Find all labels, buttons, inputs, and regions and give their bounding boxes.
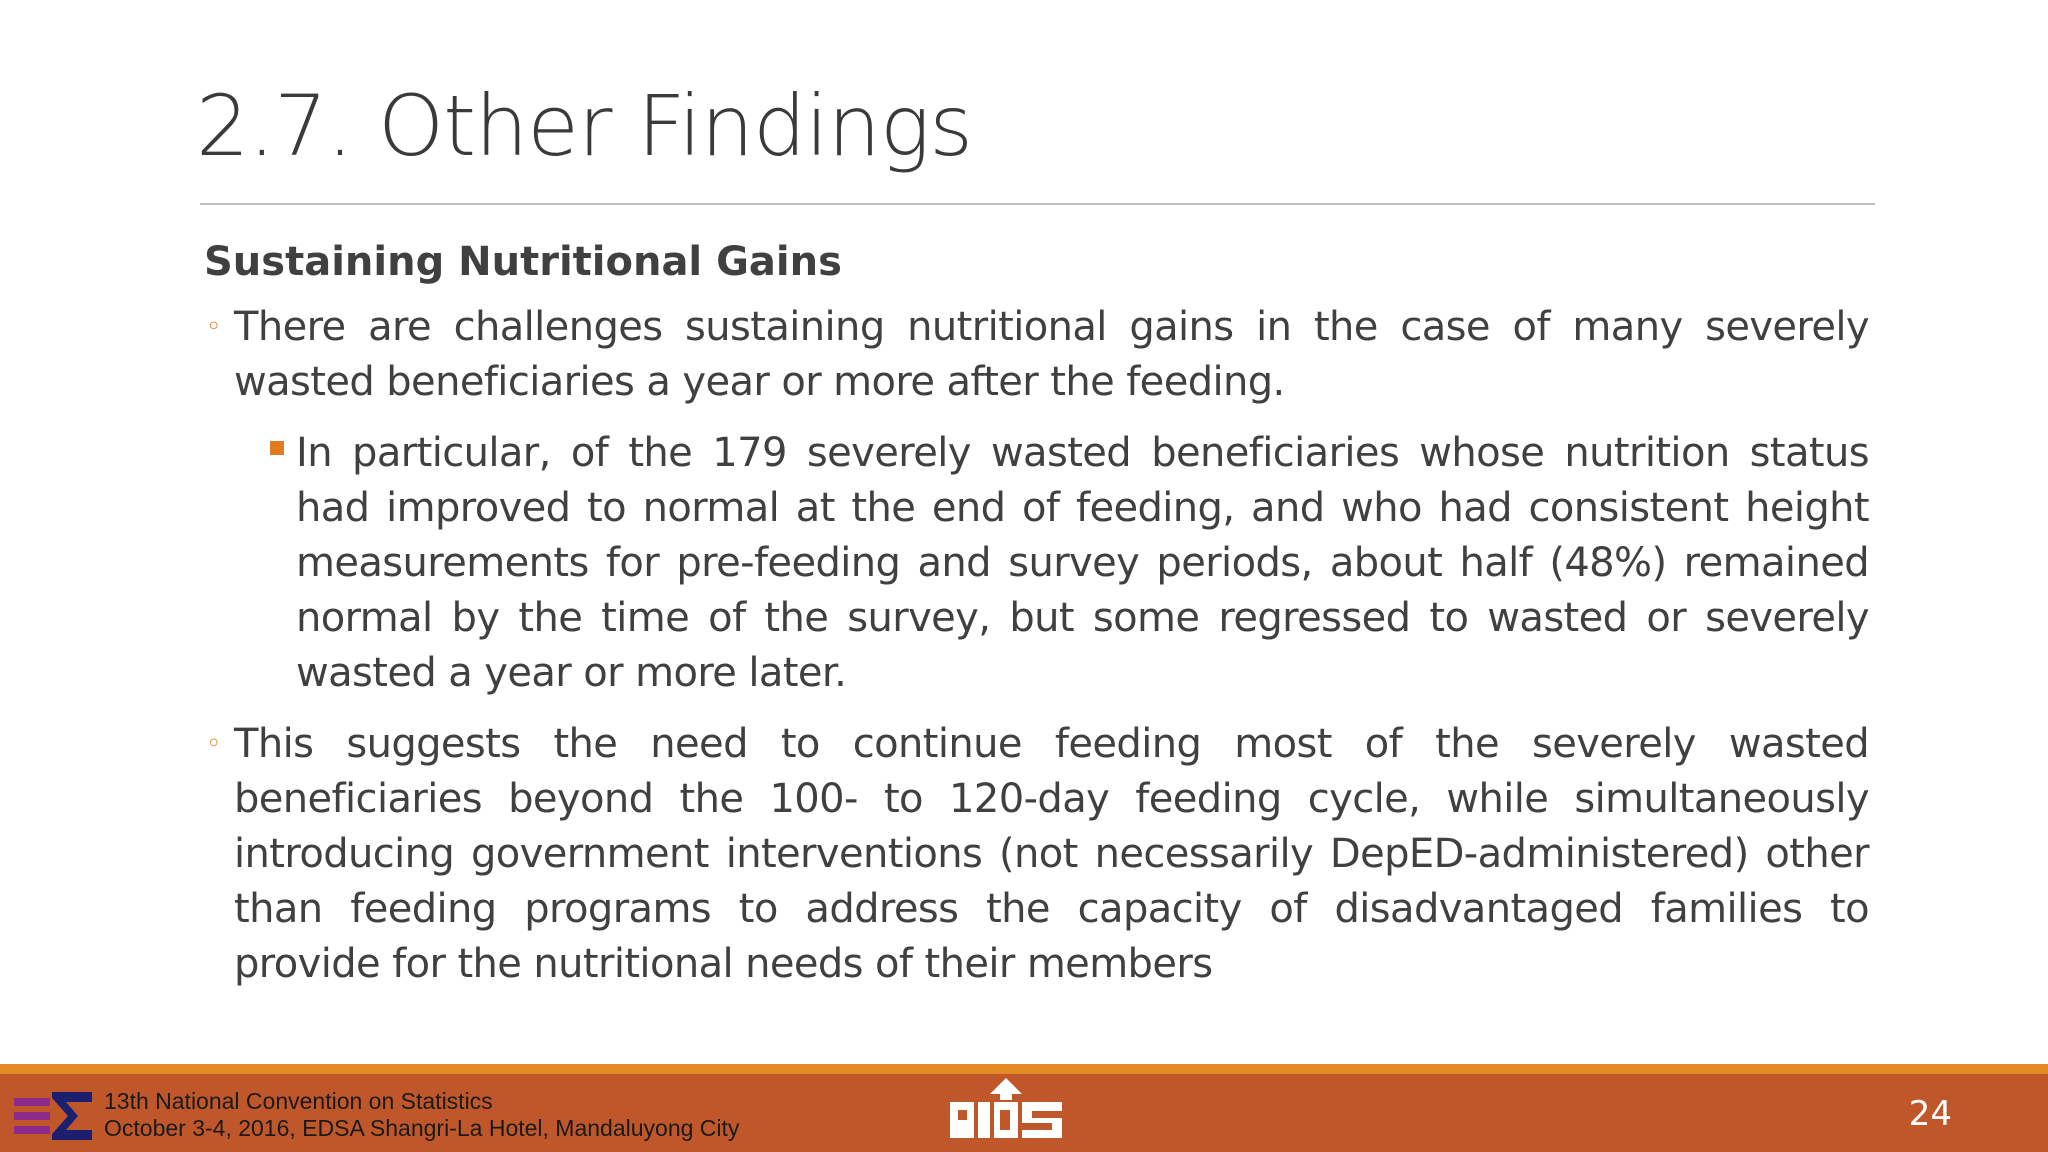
bullet-item	[204, 300, 1869, 410]
bullet-item	[204, 717, 1869, 992]
bullet-text: This suggests the need to continue feeding most of the severely wasted beneficiaries beyond the 100- to 120-day feeding cycle, while simultaneously introducing government interventions (not necessarily DepED-administered) other than feeding programs to address the capacity of disadvantaged families to provide for the nutritional needs of their members	[234, 721, 1869, 987]
hollow-circle-bullet-icon: ◦	[206, 729, 222, 759]
ncs-sigma-logo-icon	[14, 1090, 94, 1142]
footer-accent-line	[0, 1064, 2048, 1074]
sub-bullet-text: In particular, of the 179 severely wasted beneficiaries whose nutrition status had improved to normal at the end of feeding, and who had consistent height measurements for pre-feeding and survey periods, about half (48%) remained normal by the time of the survey, but some regressed to wasted or severely wasted a year or more later.	[296, 430, 1869, 696]
footer-event-details: October 3-4, 2016, EDSA Shangri-La Hotel, Mandaluyong City	[104, 1115, 740, 1141]
title-divider	[200, 203, 1875, 205]
square-bullet-icon	[270, 441, 284, 455]
pids-logo-icon	[950, 1078, 1062, 1142]
footer-event-name: 13th National Convention on Statistics	[104, 1088, 493, 1114]
slide-footer	[0, 1064, 2048, 1152]
slide-content	[204, 232, 1869, 1008]
hollow-circle-bullet-icon: ◦	[206, 312, 222, 342]
slide-title: 2.7. Other Findings	[196, 77, 973, 175]
sub-bullet-item	[204, 426, 1869, 701]
section-subheading: Sustaining Nutritional Gains	[204, 239, 842, 285]
page-number: 24	[1908, 1094, 1952, 1134]
bullet-text: There are challenges sustaining nutritional gains in the case of many severely wasted beneficiaries a year or more after the feeding.	[234, 304, 1869, 405]
